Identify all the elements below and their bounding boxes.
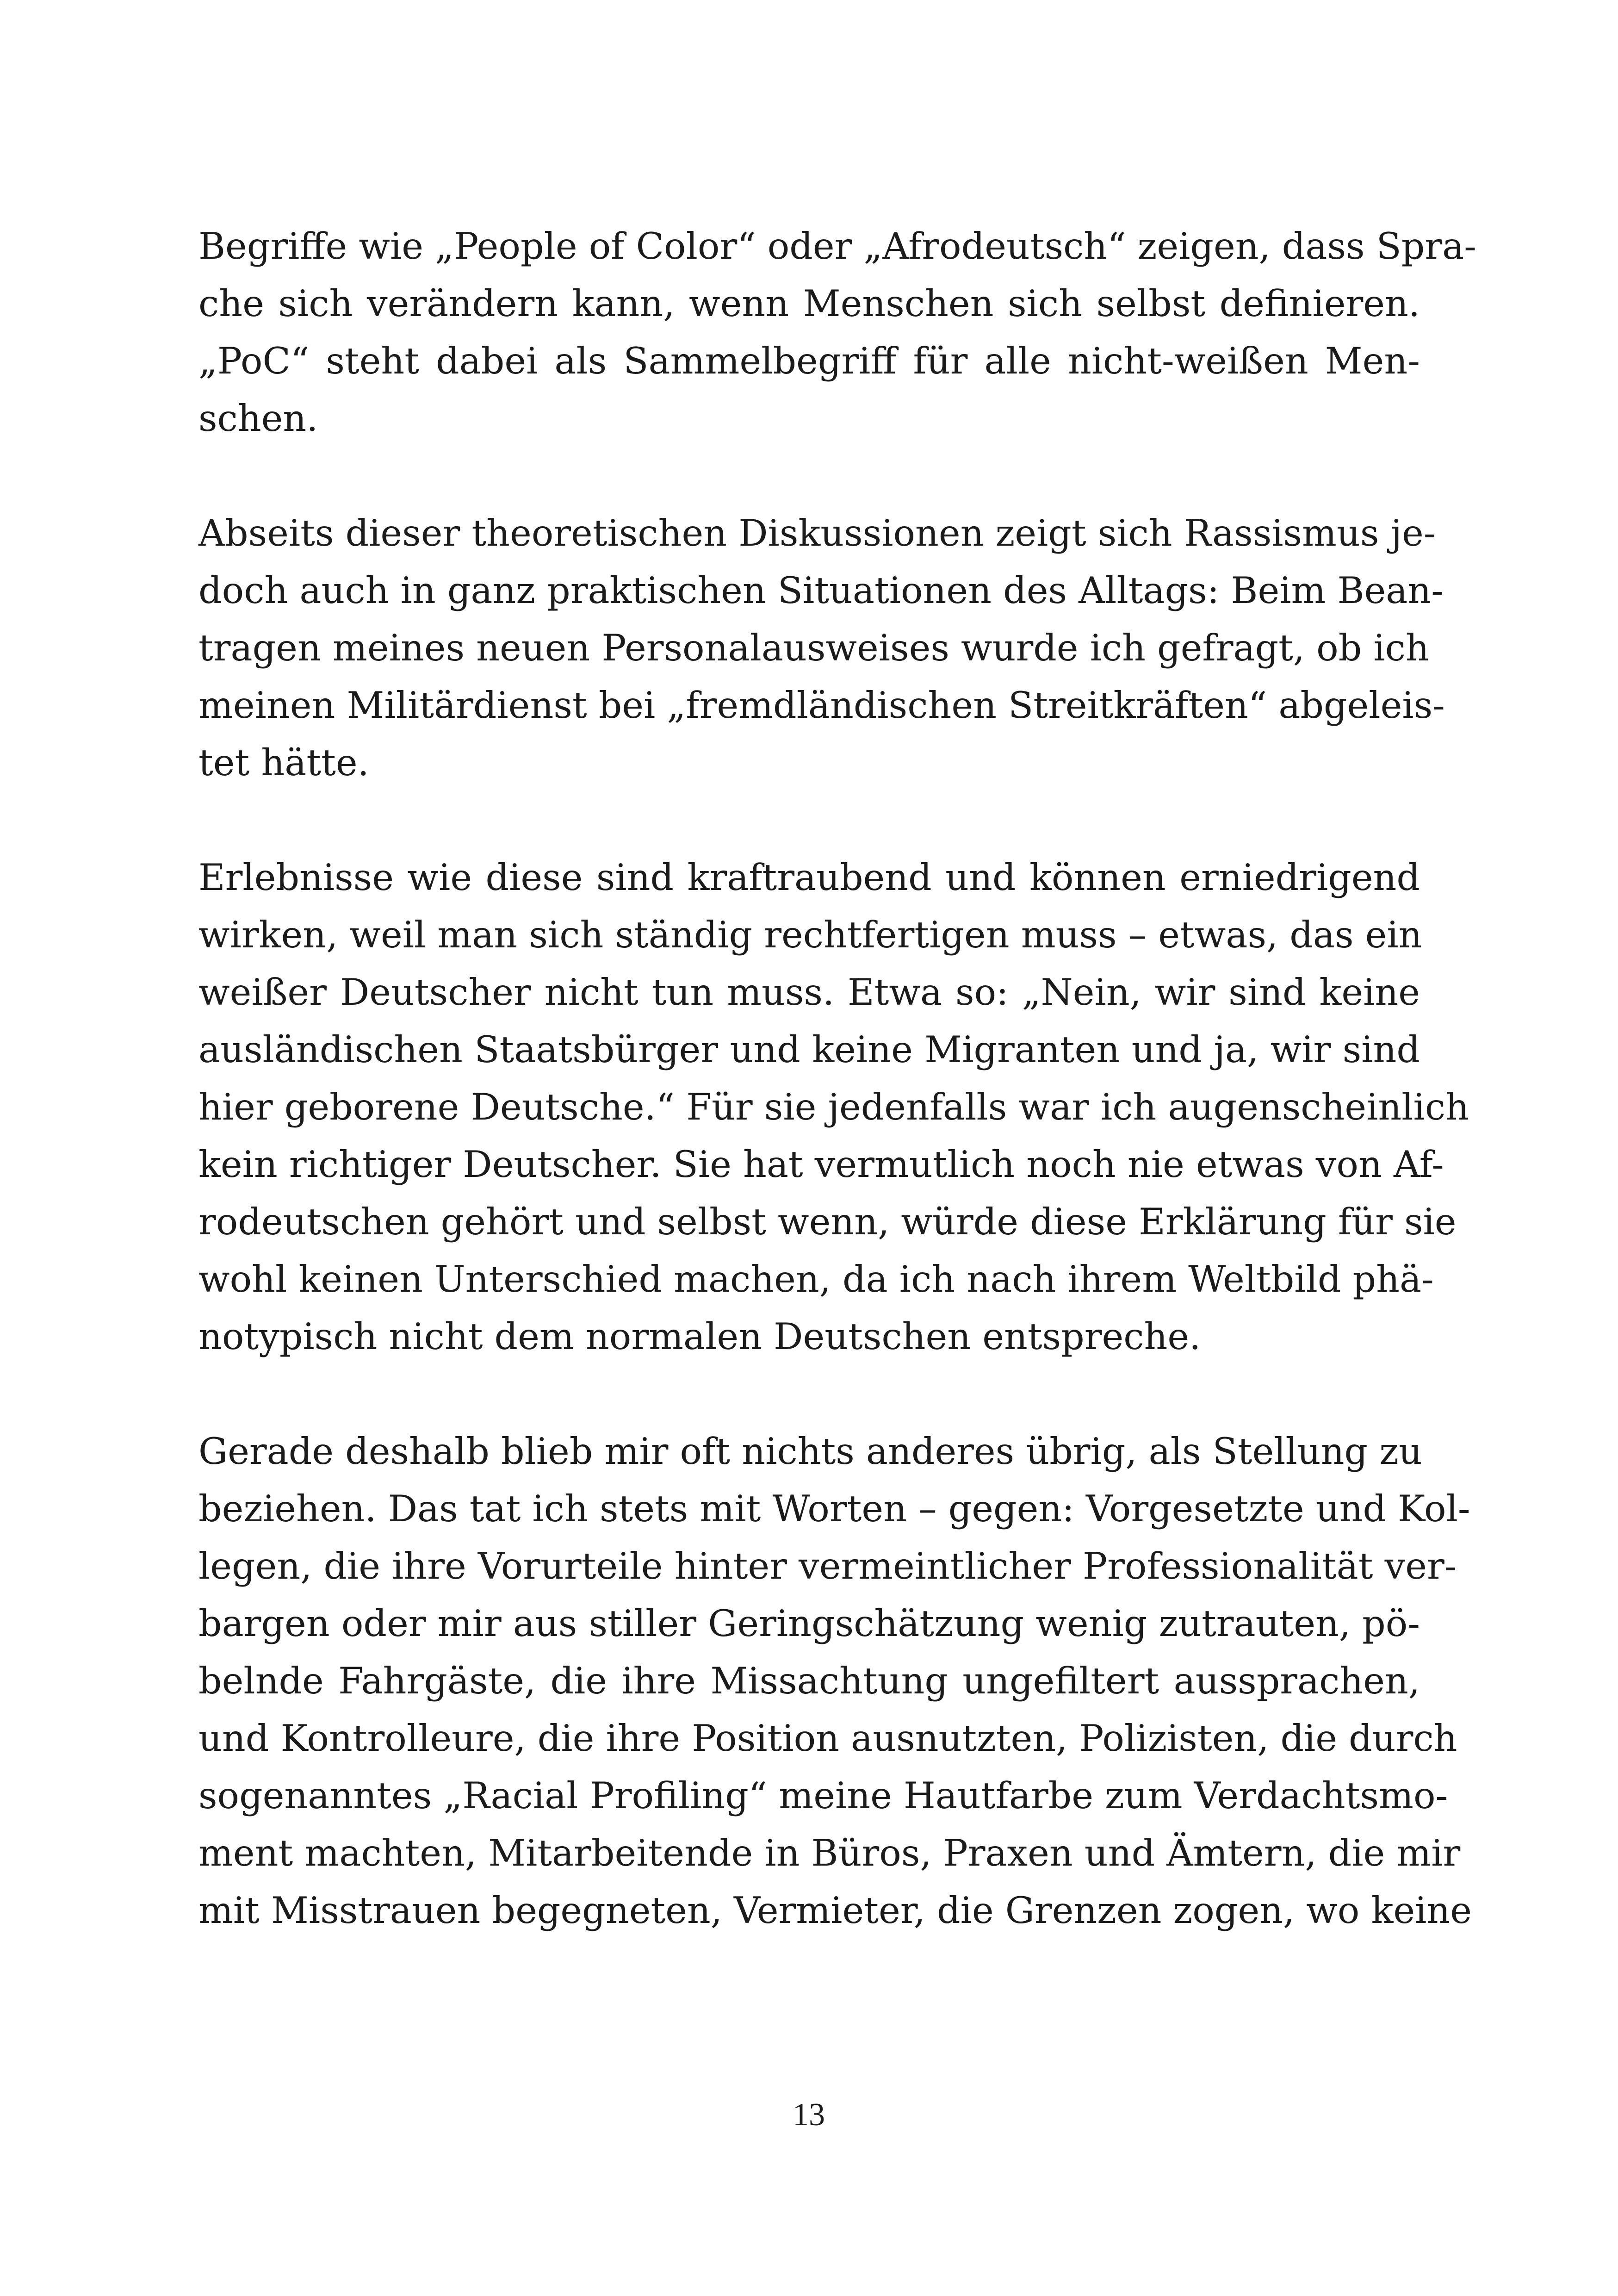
text-line: legen, die ihre Vorurteile hinter vermeintlicher Professionalität ver- — [198, 1545, 1457, 1587]
text-line: und Kontrolleure, die ihre Position ausnutzten, Polizisten, die durch — [198, 1717, 1457, 1760]
text-line: meinen Militärdienst bei „fremdländischen Streitkräften“ abgeleis- — [198, 684, 1445, 727]
text-line: ausländischen Staatsbürger und keine Migranten und ja, wir sind — [198, 1028, 1420, 1071]
text-line: Begriffe wie „People of Color“ oder „Afrodeutsch“ zeigen, dass Spra- — [198, 225, 1476, 268]
text-line: che sich verändern kann, wenn Menschen sich selbst definieren. — [198, 282, 1420, 325]
paragraph-2 — [198, 504, 1445, 791]
paragraph-1 — [198, 218, 1476, 447]
text-line: Abseits dieser theoretischen Diskussionen zeigt sich Rassismus je- — [198, 512, 1436, 554]
text-line: notypisch nicht dem normalen Deutschen entspreche. — [198, 1315, 1201, 1358]
text-line: doch auch in ganz praktischen Situationen des Alltags: Beim Bean- — [198, 569, 1444, 612]
text-line: hier geborene Deutsche.“ Für sie jedenfalls war ich augenscheinlich — [198, 1086, 1469, 1128]
body-text — [198, 218, 1476, 1939]
text-line: sogenanntes „Racial Profiling“ meine Hautfarbe zum Verdachtsmo- — [198, 1774, 1448, 1817]
text-line: Gerade deshalb blieb mir oft nichts anderes übrig, als Stellung zu — [198, 1430, 1422, 1473]
paragraph-4 — [198, 1423, 1472, 1939]
text-line: tragen meines neuen Personalausweises wurde ich gefragt, ob ich — [198, 627, 1429, 669]
text-line: tet hätte. — [198, 741, 369, 784]
paragraph-3 — [198, 849, 1469, 1365]
text-line: belnde Fahrgäste, die ihre Missachtung ungefiltert aussprachen, — [198, 1660, 1420, 1702]
text-line: rodeutschen gehört und selbst wenn, würde diese Erklärung für sie — [198, 1201, 1457, 1243]
text-line: beziehen. Das tat ich stets mit Worten – gegen: Vorgesetzte und Kol- — [198, 1487, 1470, 1530]
text-line: wirken, weil man sich ständig rechtfertigen muss – etwas, das ein — [198, 914, 1422, 956]
text-line: kein richtiger Deutscher. Sie hat vermutlich noch nie etwas von Af- — [198, 1143, 1444, 1186]
text-line: bargen oder mir aus stiller Geringschätzung wenig zutrauten, pö- — [198, 1602, 1420, 1645]
text-line: mit Misstrauen begegneten, Vermieter, die Grenzen zogen, wo keine — [198, 1889, 1472, 1932]
text-line: ment machten, Mitarbeitende in Büros, Praxen und Ämtern, die mir — [198, 1832, 1461, 1874]
page-number: 13 — [793, 2097, 825, 2133]
text-line: weißer Deutscher nicht tun muss. Etwa so: „Nein, wir sind keine — [198, 971, 1420, 1014]
text-line: „PoC“ steht dabei als Sammelbegriff für alle nicht-weißen Men- — [198, 340, 1420, 382]
text-line: schen. — [198, 397, 318, 440]
text-line: Erlebnisse wie diese sind kraftraubend und können erniedrigend — [198, 856, 1420, 899]
text-line: wohl keinen Unterschied machen, da ich nach ihrem Weltbild phä- — [198, 1258, 1434, 1300]
